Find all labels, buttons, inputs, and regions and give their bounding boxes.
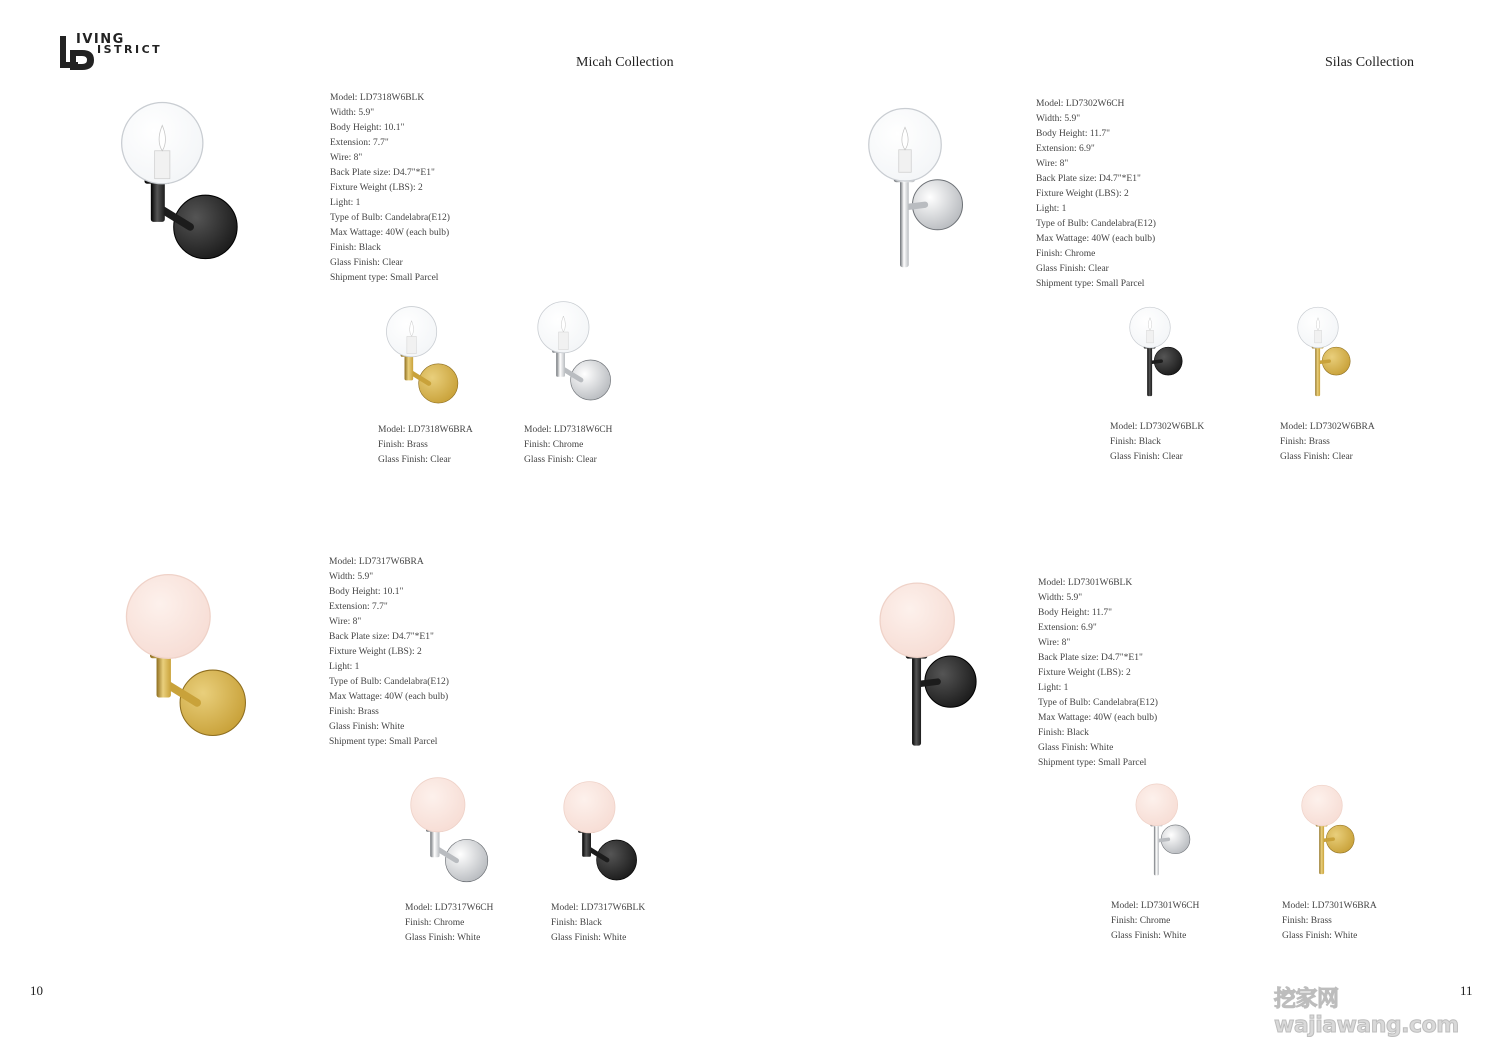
spec-line: Model: LD7301W6BLK: [1038, 578, 1133, 588]
spec-line: Wire: 8": [329, 617, 362, 627]
spec-line: Shipment type: Small Parcel: [1036, 279, 1145, 289]
spec-line: Back Plate size: D4.7"*E1": [329, 632, 434, 642]
spec-line: Finish: Black: [330, 243, 381, 253]
spec-list-ld7302w6ch: [1036, 97, 1156, 292]
spec-line: Light: 1: [329, 662, 360, 672]
spec-line: Back Plate size: D4.7"*E1": [1036, 174, 1141, 184]
spec-line: Glass Finish: Clear: [1036, 264, 1109, 274]
variant-caption-ld7317w6blk: Model: LD7317W6BLK Finish: Black Glass Finish: White: [551, 903, 646, 943]
spec-line: Max Wattage: 40W (each bulb): [1036, 234, 1156, 244]
sconce-image-ld7317w6blk: [558, 780, 640, 884]
spec-line: Extension: 6.9": [1036, 144, 1095, 154]
spec-line: Extension: 7.7": [330, 138, 389, 148]
spec-line: Glass Finish: White: [1038, 743, 1114, 753]
spec-line: Shipment type: Small Parcel: [330, 273, 439, 283]
variant-caption-ld7318w6bra: Model: LD7318W6BRA Finish: Brass Glass Finish: Clear: [378, 425, 473, 465]
spec-line: Type of Bulb: Candelabra(E12): [1036, 219, 1156, 229]
sconce-image-ld7302w6bra: [1290, 302, 1360, 402]
spec-line: Finish: Black: [1038, 728, 1089, 738]
spec-line: Light: 1: [1038, 683, 1069, 693]
spec-line: Type of Bulb: Candelabra(E12): [330, 213, 450, 223]
spec-line: Body Height: 10.1": [330, 123, 405, 133]
sconce-image-ld7318w6ch: [532, 300, 614, 404]
spec-line: Fixture Weight (LBS): 2: [1036, 189, 1129, 199]
spec-line: Width: 5.9": [1036, 114, 1081, 124]
spec-line: Fixture Weight (LBS): 2: [1038, 668, 1131, 678]
spec-line: Light: 1: [1036, 204, 1067, 214]
spec-line: Max Wattage: 40W (each bulb): [330, 228, 450, 238]
spec-line: Type of Bulb: Candelabra(E12): [329, 677, 449, 687]
spec-line: Max Wattage: 40W (each bulb): [1038, 713, 1158, 723]
spec-line: Back Plate size: D4.7"*E1": [1038, 653, 1143, 663]
sconce-image-ld7302w6blk: [1122, 302, 1192, 402]
spec-line: Wire: 8": [330, 153, 363, 163]
variant-caption-ld7317w6ch: Model: LD7317W6CH Finish: Chrome Glass Finish: White: [405, 903, 494, 943]
variant-caption-ld7302w6bra: Model: LD7302W6BRA Finish: Brass Glass Finish: Clear: [1280, 422, 1375, 462]
spec-line: Wire: 8": [1036, 159, 1069, 169]
spec-list-ld7318w6blk: [330, 91, 450, 286]
page-number-right: 11: [1460, 983, 1473, 998]
page-number-left: 10: [30, 983, 43, 998]
spec-line: Body Height: 11.7": [1036, 129, 1110, 139]
spec-line: Model: LD7318W6BLK: [330, 93, 425, 103]
watermark: 挖家网 wajiawang.com: [1274, 987, 1459, 1038]
logo-text-top: IVING: [76, 32, 125, 47]
spec-line: Finish: Brass: [329, 707, 379, 717]
spec-line: Fixture Weight (LBS): 2: [330, 183, 423, 193]
logo-text-bottom: ISTRICT: [97, 43, 163, 56]
sconce-image-ld7318w6bra: [380, 305, 462, 407]
sconce-image-ld7317w6ch: [405, 776, 491, 886]
sconce-image-ld7318w6blk: [110, 100, 245, 265]
sconce-image-ld7301w6ch: [1128, 778, 1200, 882]
spec-line: Model: LD7302W6CH: [1036, 99, 1125, 109]
sconce-image-ld7317w6bra: [118, 572, 250, 742]
spec-line: Glass Finish: White: [329, 722, 405, 732]
spec-line: Width: 5.9": [1038, 593, 1083, 603]
spec-line: Finish: Chrome: [1036, 249, 1096, 259]
spec-line: Shipment type: Small Parcel: [1038, 758, 1147, 768]
spec-line: Width: 5.9": [330, 108, 375, 118]
variant-caption-ld7301w6bra: Model: LD7301W6BRA Finish: Brass Glass Finish: White: [1282, 901, 1377, 941]
collection-title-micah: Micah Collection: [576, 55, 674, 70]
collection-title-silas: Silas Collection: [1325, 55, 1415, 70]
spec-line: Body Height: 11.7": [1038, 608, 1112, 618]
spec-line: Fixture Weight (LBS): 2: [329, 647, 422, 657]
spec-line: Model: LD7317W6BRA: [329, 557, 424, 567]
spec-line: Type of Bulb: Candelabra(E12): [1038, 698, 1158, 708]
spec-line: Width: 5.9": [329, 572, 374, 582]
sconce-image-ld7301w6bra: [1294, 778, 1364, 882]
spec-line: Wire: 8": [1038, 638, 1071, 648]
spec-list-ld7301w6blk: [1038, 576, 1158, 771]
spec-line: Extension: 7.7": [329, 602, 388, 612]
spec-line: Extension: 6.9": [1038, 623, 1097, 633]
variant-caption-ld7318w6ch: Model: LD7318W6CH Finish: Chrome Glass Finish: Clear: [524, 425, 613, 465]
spec-line: Back Plate size: D4.7"*E1": [330, 168, 435, 178]
variant-caption-ld7302w6blk: Model: LD7302W6BLK Finish: Black Glass Finish: Clear: [1110, 422, 1205, 462]
spec-line: Body Height: 10.1": [329, 587, 404, 597]
spec-list-ld7317w6bra: [329, 555, 449, 750]
sconce-image-ld7301w6blk: [866, 572, 994, 758]
spec-line: Shipment type: Small Parcel: [329, 737, 438, 747]
sconce-image-ld7302w6ch: [855, 97, 980, 280]
spec-line: Light: 1: [330, 198, 361, 208]
spec-line: Max Wattage: 40W (each bulb): [329, 692, 449, 702]
spec-line: Glass Finish: Clear: [330, 258, 403, 268]
variant-caption-ld7301w6ch: Model: LD7301W6CH Finish: Chrome Glass Finish: White: [1111, 901, 1200, 941]
